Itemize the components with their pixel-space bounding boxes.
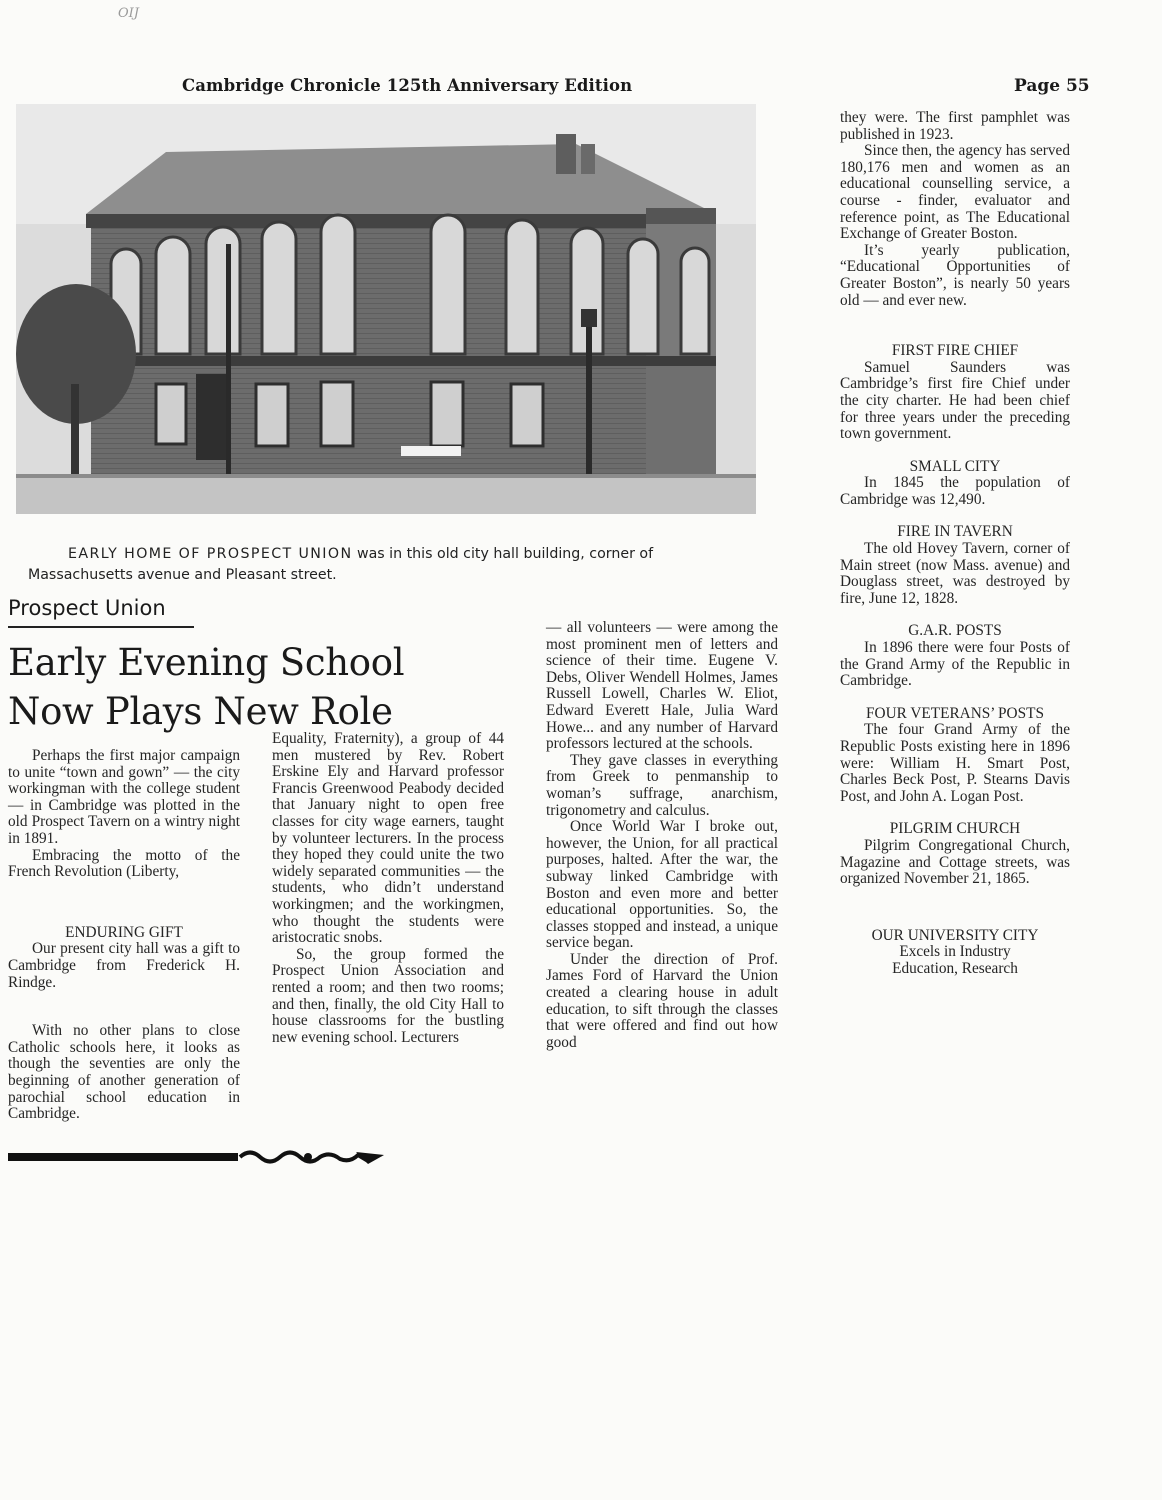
city-hall-photo: [16, 104, 756, 514]
sidebar-heading-pilgrim: PILGRIM CHURCH: [889, 820, 1021, 838]
page-number: Page 55: [1014, 76, 1090, 96]
paragraph: So, the group formed the Prospect Union Association and rented a room; and then two rooms; and then, finally, the old City Hall to house classrooms for the bustling new evening school. Lecturers: [272, 945, 504, 1046]
section-kicker: Prospect Union: [8, 596, 166, 620]
article-column-1: [8, 748, 240, 1123]
university-city-title: OUR UNIVERSITY CITY: [871, 926, 1039, 944]
article-column-4: [840, 110, 1070, 978]
sidebar-heading-gar-posts: G.A.R. POSTS: [908, 622, 1002, 640]
article-headline: [8, 638, 528, 736]
kicker-rule: [8, 626, 194, 628]
article-column-3: [546, 620, 778, 1051]
paragraph: Equality, Fraternity), a group of 44 men mustered by Rev. Robert Erskine Ely and Harvard professor Francis Greenwood Peabody decided that January night to open free classes for city wage earners, taught by volunteer lecturers. In the process they hoped they could unite the two widely separated communities — the students, who didn’t understand workingmen; and the workingmen, who thought the students were aristocratic snobs.: [272, 730, 504, 947]
paragraph: they were. The first pamphlet was published in 1923.: [840, 109, 1070, 143]
caption-lead: EARLY HOME OF PROSPECT UNION: [68, 546, 353, 562]
corner-mark: OIJ: [118, 6, 140, 21]
masthead-title: Cambridge Chronicle 125th Anniversary Edition: [182, 76, 633, 95]
sidebar-body-pilgrim: Pilgrim Congregational Church, Magazine and Cottage streets, was organized November 21, 1865.: [840, 836, 1070, 888]
caption-rest: was in this old city hall building, corner of Massachusetts avenue and Pleasant street.: [28, 546, 654, 583]
university-city-line: Education, Research: [892, 959, 1018, 977]
sidebar-heading-fire-chief: FIRST FIRE CHIEF: [891, 342, 1019, 360]
headline-line-1: Early Evening School: [8, 641, 405, 684]
paragraph: — all volunteers — were among the most prominent men of letters and science of their time. Eugene V. Debs, Oliver Wendell Holmes, James Russell Lowell, Charles W. Eliot, Edward Everett Hale, Julia Ward Howe... and any number of Harvard professors lectured at the schools.: [546, 619, 778, 753]
university-city-line: Excels in Industry: [899, 943, 1011, 961]
paragraph: Under the direction of Prof. James Ford of Harvard the Union created a clearing house in adult education, to sift through the classes that were offered and find out how good: [546, 950, 778, 1051]
sidebar-body-gar-posts: In 1896 there were four Posts of the Grand Army of the Republic in Cambridge.: [840, 639, 1070, 690]
sidebar-heading-enduring-gift: ENDURING GIFT: [65, 923, 183, 941]
photo-caption: [28, 544, 758, 586]
end-ornament-rule: [8, 1148, 388, 1166]
sidebar-body-veterans: The four Grand Army of the Republic Posts existing here in 1896 were: William H. Smart Post, Charles Beck Post, P. Stearns Davis Post, and John A. Logan Post.: [840, 721, 1070, 805]
paragraph: Once World War I broke out, however, the Union, for all practical purposes, halted. After the war, the subway linked Cambridge with Boston and even more and better educational opportunities. So, the classes stopped and instead, a unique service began.: [546, 818, 778, 952]
sidebar-body-small-city: In 1845 the population of Cambridge was 12,490.: [840, 474, 1070, 508]
headline-line-2: Now Plays New Role: [8, 690, 393, 733]
paragraph: It’s yearly publication, “Educational Opportunities of Greater Boston”, is nearly 50 years old — and ever new.: [840, 241, 1070, 309]
sidebar-body-fire-chief: Samuel Saunders was Cambridge’s first fire Chief under the city charter. He had been chief for three years under the preceding town government.: [840, 358, 1070, 443]
sidebar-body-fire-tavern: The old Hovey Tavern, corner of Main street (now Mass. avenue) and Douglass street, was destroyed by fire, June 12, 1828.: [840, 540, 1070, 607]
paragraph: They gave classes in everything from Greek to penmanship to woman’s suffrage, anarchism, trigonometry and calculus.: [546, 751, 778, 819]
paragraph: Embracing the motto of the French Revolution (Liberty,: [8, 846, 240, 881]
sidebar-heading-small-city: SMALL CITY: [909, 457, 1001, 475]
paragraph: Since then, the agency has served 180,176 men and women as an educational counselling service, a course - finder, evaluator and reference point, as The Educational Exchange of Greater Boston.: [840, 142, 1070, 243]
sidebar-heading-fire-tavern: FIRE IN TAVERN: [897, 523, 1013, 541]
sidebar-heading-veterans: FOUR VETERANS’ POSTS: [866, 704, 1044, 722]
paragraph: Perhaps the first major campaign to unite “town and gown” — the city workingman with the college student — in Cambridge was plotted in the old Prospect Tavern on a wintry night in 1891.: [8, 747, 240, 847]
sidebar-body-enduring-gift: Our present city hall was a gift to Cambridge from Frederick H. Rindge.: [8, 940, 240, 991]
article-column-2: [272, 731, 504, 1046]
sidebar-body-parochial: With no other plans to close Catholic schools here, it looks as though the seventies are only the beginning of another generation of parochial school education in Cambridge.: [8, 1022, 240, 1123]
